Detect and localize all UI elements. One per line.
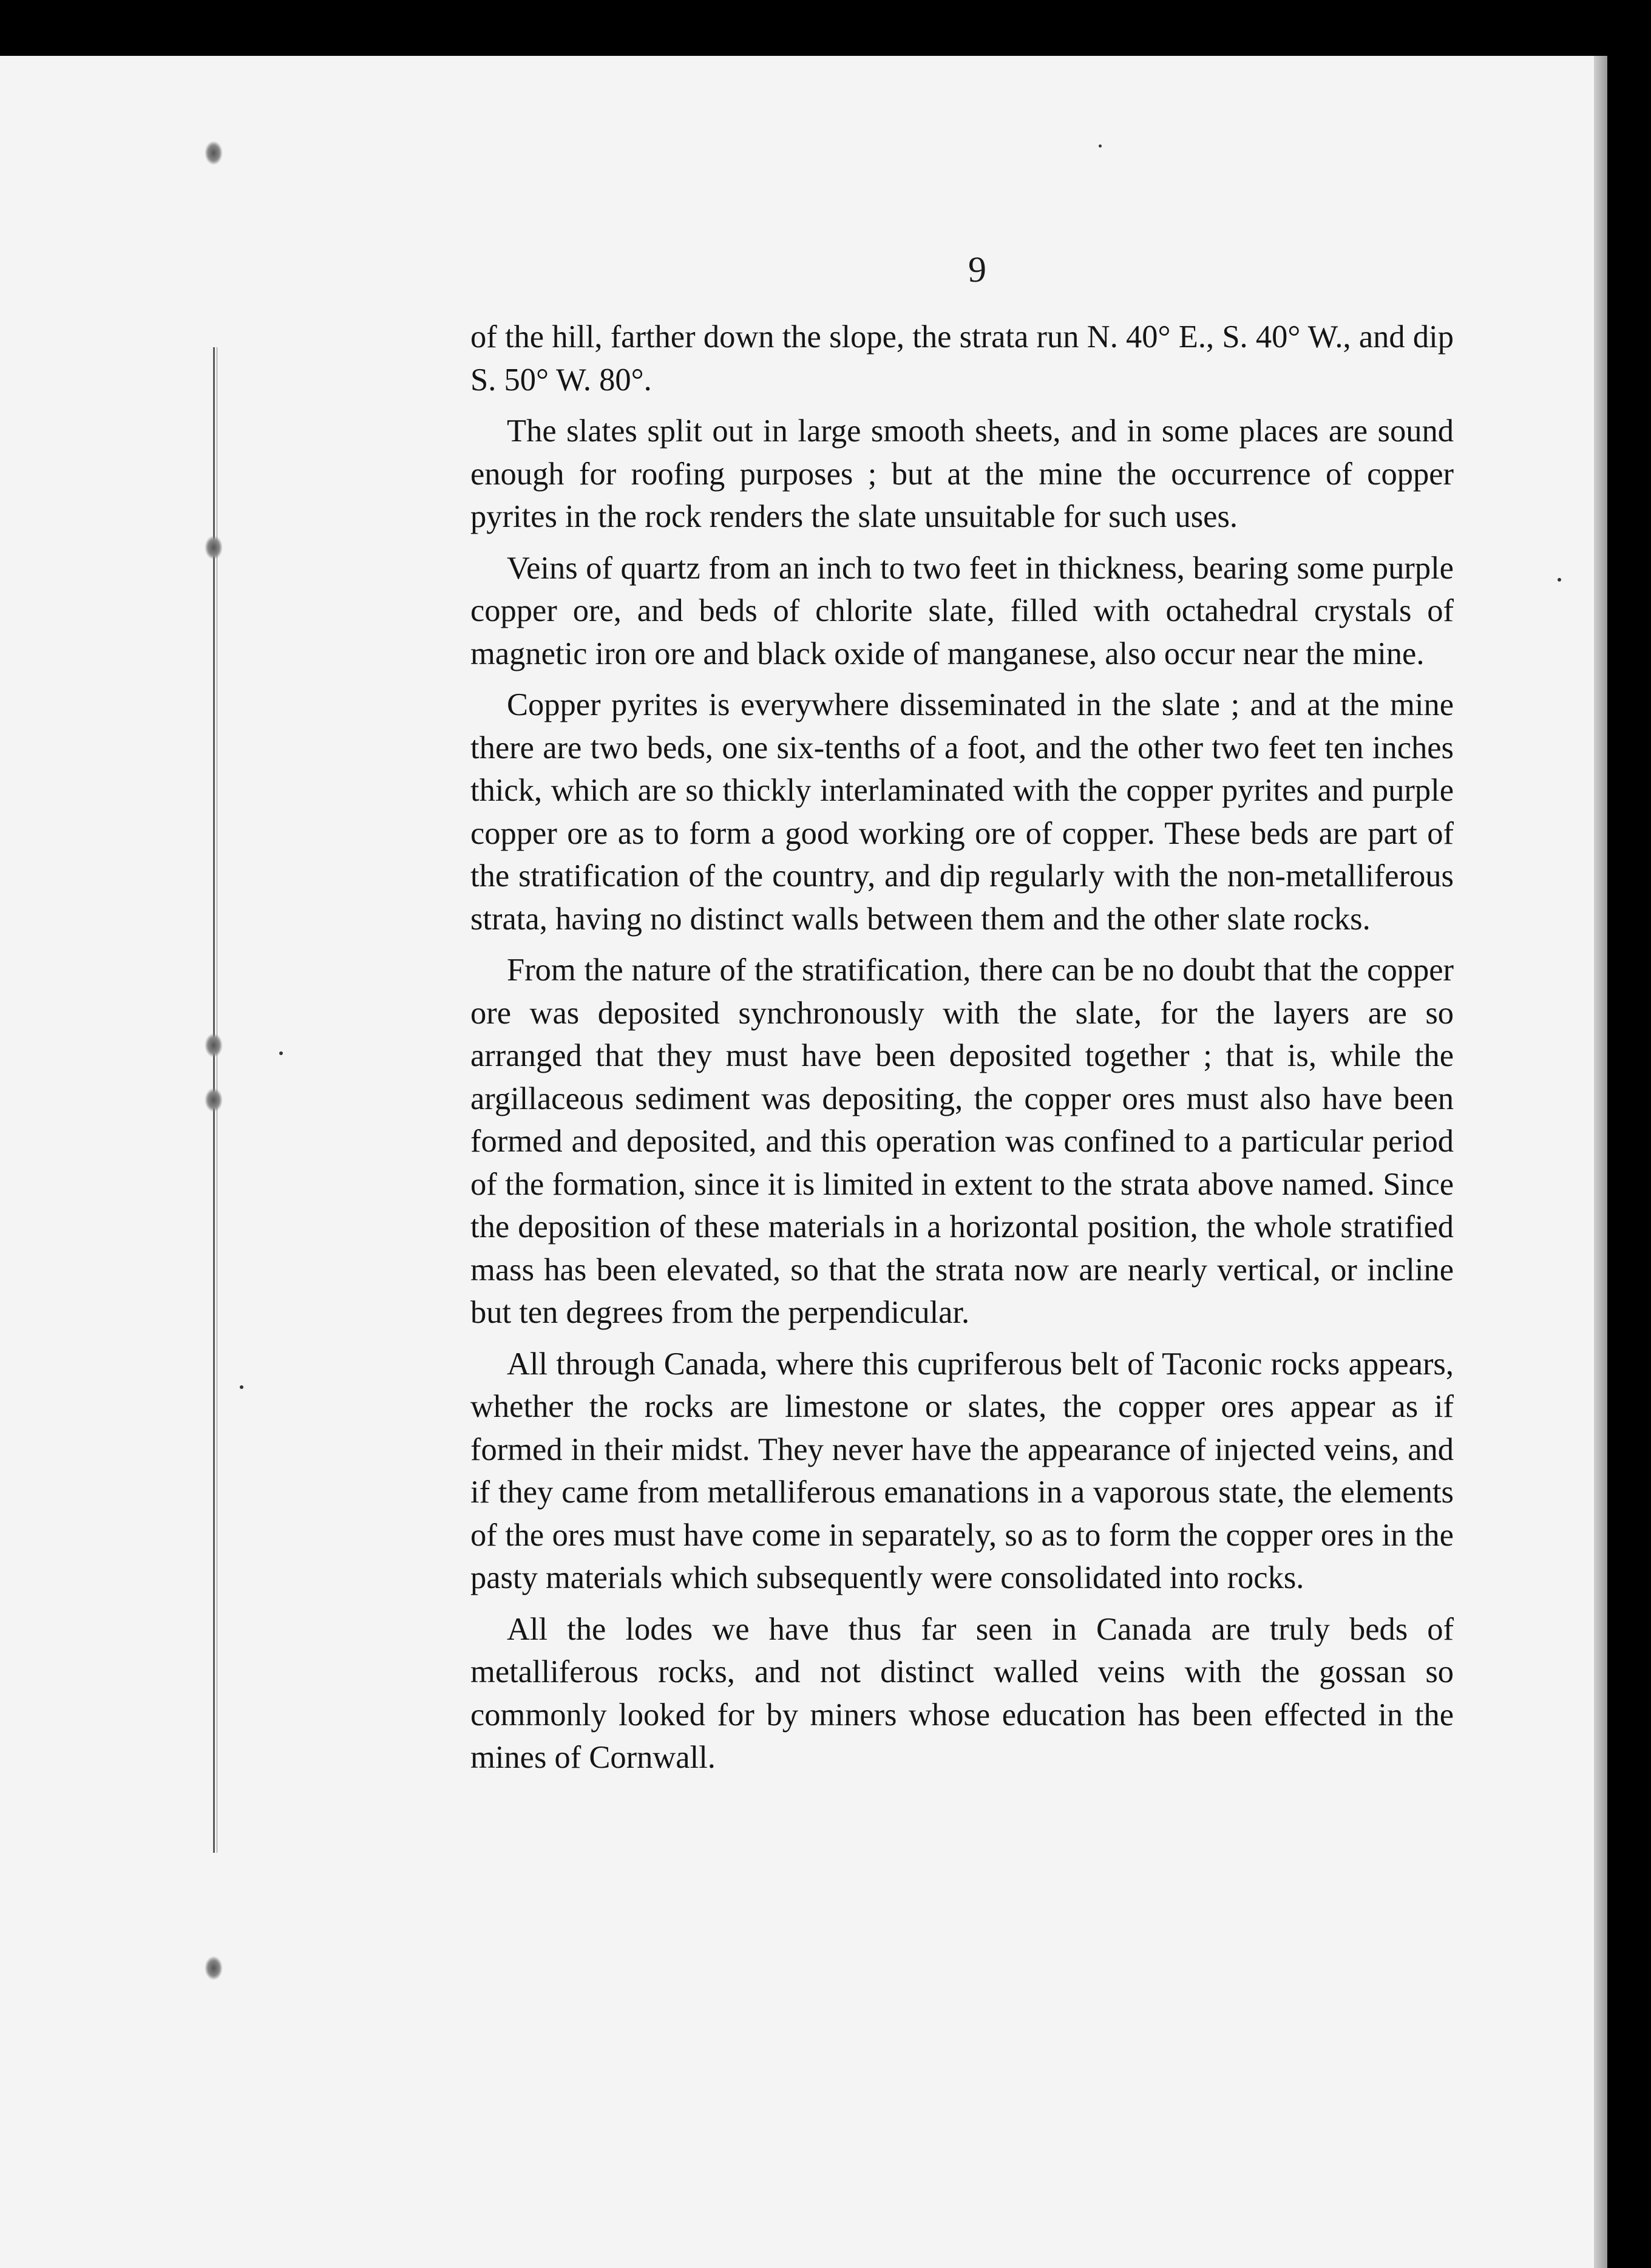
paragraph: All the lodes we have thus far seen in Canada are truly beds of metalliferous rocks, and not distinct walled veins with the gossan so commonly looked for by miners whose education has been effected in the mines of Cornwall. [470, 1611, 1454, 1775]
binding-stitch [205, 1033, 223, 1058]
paragraph: All through Canada, where this cupriferous belt of Taconic rocks appears, whether the rocks are limestone or slates, the copper ores appear as if formed in their midst. They never have the appearance of injected veins, and if they came from metalliferous emanations in a vaporous state, the elements of the ores must have come in separately, so as to form the copper ores in the pasty materials which subsequently were consolidated into rocks. [470, 1346, 1454, 1595]
paragraph: From the nature of the stratification, there can be no doubt that the copper ore was deposited synchronously with the slate, for the layers are so arranged that they must have been deposited together ; that is, while the argillaceous sediment was depositing, the copper ores must also have been formed and deposited, and this operation was confined to a particular period of the formation, since it is limited in extent to the strata above named. Since the deposition of these materials in a horizontal position, the whole stratified mass has been elevated, so that the strata now are nearly vertical, or incline but ten degrees from the perpendicular. [470, 952, 1454, 1330]
body-text [470, 316, 1454, 1788]
paragraph: Veins of quartz from an inch to two feet in thickness, bearing some purple copper ore, and beds of chlorite slate, filled with octahedral crystals of magnetic iron ore and black oxide of manganese, also occur near the mine. [470, 550, 1454, 671]
binding-margin [209, 56, 218, 2268]
paragraph: of the hill, farther down the slope, the strata run N. 40° E., S. 40° W., and dip S. 50° W. 80°. [470, 319, 1454, 398]
paper-speck [279, 1051, 283, 1055]
page-number: 9 [968, 250, 986, 290]
paper-speck [240, 1385, 243, 1389]
binding-stitch [205, 1088, 223, 1112]
paper-speck [1099, 144, 1102, 148]
binding-stitch [205, 141, 223, 165]
document-page [0, 56, 1607, 2268]
paper-speck [1558, 578, 1561, 582]
paragraph: The slates split out in large smooth sheets, and in some places are sound enough for roofing purposes ; but at the mine the occurrence of copper pyrites in the rock renders the slate unsuitable for such uses. [470, 413, 1454, 534]
paragraph: Copper pyrites is everywhere disseminated in the slate ; and at the mine there are two beds, one six-tenths of a foot, and the other two feet ten inches thick, which are so thickly interlaminated with the copper pyrites and purple copper ore as to form a good working ore of copper. These beds are part of the stratification of the country, and dip regularly with the non-metalliferous strata, having no distinct walls between them and the other slate rocks. [470, 687, 1454, 937]
binding-stitch [205, 535, 223, 560]
page-edge [1594, 56, 1607, 2268]
binding-stitch [205, 1956, 223, 1980]
